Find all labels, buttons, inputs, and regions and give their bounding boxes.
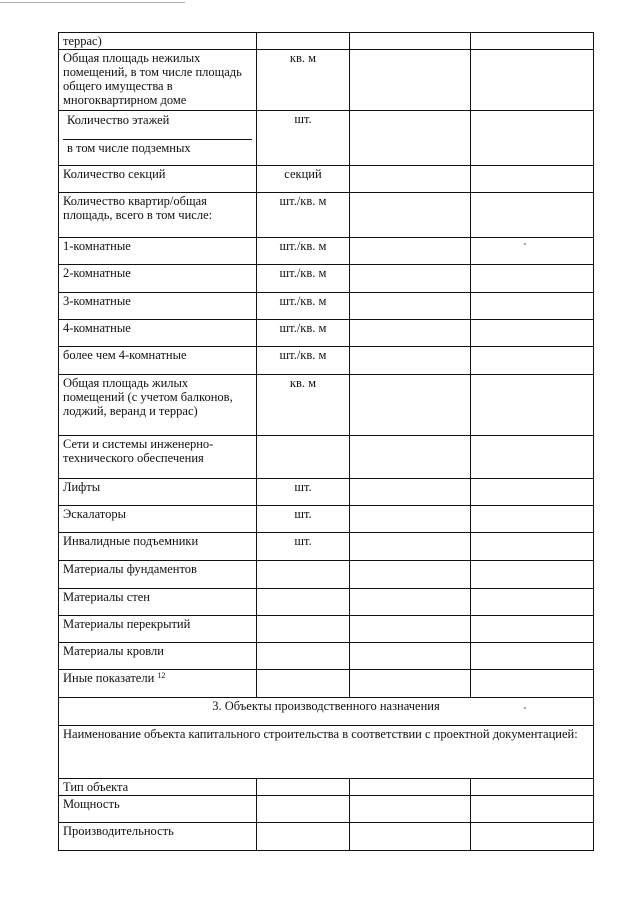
row-label: Сети и системы инженерно-технического обеспечения — [59, 436, 257, 479]
row-label: Количество секций — [59, 166, 257, 193]
table-row — [59, 436, 594, 479]
unit-cell — [257, 436, 350, 479]
value-cell[interactable] — [350, 33, 471, 50]
value-cell[interactable] — [350, 320, 471, 347]
value-cell[interactable] — [350, 166, 471, 193]
value-cell[interactable] — [350, 375, 471, 436]
floors-cell — [59, 111, 257, 166]
table-row — [59, 506, 594, 533]
unit-cell: шт./кв. м — [257, 293, 350, 320]
value-cell[interactable] — [471, 166, 594, 193]
footnote-marker: 12 — [157, 671, 166, 680]
unit-cell: кв. м — [257, 375, 350, 436]
table-row — [59, 779, 594, 796]
row-label: Материалы фундаментов — [59, 561, 257, 589]
value-cell[interactable] — [471, 293, 594, 320]
row-label: Эскалаторы — [59, 506, 257, 533]
row-label: Количество этажей — [67, 113, 170, 127]
row-label: более чем 4-комнатные — [59, 347, 257, 375]
value-cell[interactable] — [350, 265, 471, 293]
value-cell[interactable] — [350, 561, 471, 589]
unit-cell — [257, 643, 350, 670]
row-label: Материалы стен — [59, 589, 257, 616]
table-row — [59, 238, 594, 265]
table-row — [59, 643, 594, 670]
value-cell[interactable] — [471, 347, 594, 375]
table-row — [59, 479, 594, 506]
row-label-text: Иные показатели — [63, 671, 155, 685]
row-label: Материалы перекрытий — [59, 616, 257, 643]
unit-cell: шт./кв. м — [257, 320, 350, 347]
table-row — [59, 533, 594, 561]
unit-cell: секций — [257, 166, 350, 193]
table-row — [59, 796, 594, 823]
unit-cell — [257, 670, 350, 698]
value-cell[interactable] — [257, 779, 350, 796]
unit-cell — [257, 33, 350, 50]
value-cell[interactable] — [471, 320, 594, 347]
table-row — [59, 50, 594, 111]
value-cell[interactable] — [257, 823, 350, 851]
value-cell[interactable] — [471, 643, 594, 670]
object-name-row — [59, 726, 594, 779]
table-row — [59, 265, 594, 293]
row-label: Общая площадь жилых помещений (с учетом балконов, лоджий, веранд и террас) — [59, 375, 257, 436]
value-cell[interactable] — [350, 823, 471, 851]
value-cell[interactable] — [471, 506, 594, 533]
value-cell[interactable] — [471, 533, 594, 561]
value-cell[interactable] — [471, 796, 594, 823]
table-row — [59, 33, 594, 50]
table-row — [59, 823, 594, 851]
value-cell[interactable] — [471, 436, 594, 479]
value-cell[interactable] — [471, 265, 594, 293]
unit-cell: шт. — [257, 533, 350, 561]
value-cell[interactable] — [471, 616, 594, 643]
value-cell[interactable] — [471, 238, 594, 265]
row-label: Материалы кровли — [59, 643, 257, 670]
value-cell[interactable] — [350, 436, 471, 479]
unit-cell: шт./кв. м — [257, 265, 350, 293]
value-cell[interactable] — [471, 589, 594, 616]
value-cell[interactable] — [471, 670, 594, 698]
row-label: Мощность — [59, 796, 257, 823]
row-label: Лифты — [59, 479, 257, 506]
row-label — [59, 670, 257, 698]
value-cell[interactable] — [471, 375, 594, 436]
page-top-rule — [0, 2, 185, 3]
value-cell[interactable] — [350, 293, 471, 320]
row-label: Общая площадь нежилых помещений, в том числе площадь общего имущества в многоквартирном доме — [59, 50, 257, 111]
value-cell[interactable] — [350, 670, 471, 698]
value-cell[interactable] — [350, 506, 471, 533]
value-cell[interactable] — [350, 589, 471, 616]
unit-cell — [257, 589, 350, 616]
value-cell[interactable] — [350, 643, 471, 670]
row-label: Производительность — [59, 823, 257, 851]
row-label: Количество квартир/общая площадь, всего в том числе: — [59, 193, 257, 238]
value-cell[interactable] — [350, 779, 471, 796]
value-cell[interactable] — [350, 347, 471, 375]
unit-cell: кв. м — [257, 50, 350, 111]
unit-cell: шт. — [257, 479, 350, 506]
value-cell[interactable] — [350, 796, 471, 823]
value-cell[interactable] — [350, 238, 471, 265]
table-row — [59, 616, 594, 643]
value-cell[interactable] — [471, 33, 594, 50]
scan-speck — [524, 243, 526, 245]
scan-speck — [524, 707, 526, 709]
row-label: 4-комнатные — [59, 320, 257, 347]
indicators-table — [58, 32, 594, 851]
value-cell[interactable] — [350, 616, 471, 643]
unit-cell — [257, 616, 350, 643]
unit-cell: шт./кв. м — [257, 347, 350, 375]
value-cell[interactable] — [471, 779, 594, 796]
unit-cell: шт. — [257, 111, 350, 166]
value-cell[interactable] — [350, 50, 471, 111]
object-name-label: Наименование объекта капитального строительства в соответствии с проектной документацией: — [59, 726, 594, 779]
value-cell[interactable] — [471, 479, 594, 506]
value-cell[interactable] — [471, 111, 594, 166]
value-cell[interactable] — [471, 50, 594, 111]
table-row — [59, 293, 594, 320]
row-sublabel: в том числе подземных — [63, 139, 252, 164]
table-row — [59, 561, 594, 589]
value-cell[interactable] — [257, 796, 350, 823]
unit-cell: шт./кв. м — [257, 193, 350, 238]
table-row — [59, 193, 594, 238]
value-cell[interactable] — [350, 193, 471, 238]
table-row — [59, 375, 594, 436]
section-header-row — [59, 698, 594, 726]
value-cell[interactable] — [471, 561, 594, 589]
unit-cell — [257, 561, 350, 589]
row-label: 3-комнатные — [59, 293, 257, 320]
table-row — [59, 166, 594, 193]
unit-cell: шт./кв. м — [257, 238, 350, 265]
value-cell[interactable] — [471, 823, 594, 851]
row-label: 1-комнатные — [59, 238, 257, 265]
table-row — [59, 320, 594, 347]
row-label: Тип объекта — [59, 779, 257, 796]
unit-cell: шт. — [257, 506, 350, 533]
table-row — [59, 347, 594, 375]
table-row — [59, 670, 594, 698]
value-cell[interactable] — [350, 479, 471, 506]
value-cell[interactable] — [350, 533, 471, 561]
row-label: Инвалидные подъемники — [59, 533, 257, 561]
value-cell[interactable] — [471, 193, 594, 238]
value-cell[interactable] — [350, 111, 471, 166]
section-title: 3. Объекты производственного назначения — [59, 698, 594, 726]
table-row — [59, 111, 594, 166]
row-label: террас) — [59, 33, 257, 50]
row-label: 2-комнатные — [59, 265, 257, 293]
table-row — [59, 589, 594, 616]
